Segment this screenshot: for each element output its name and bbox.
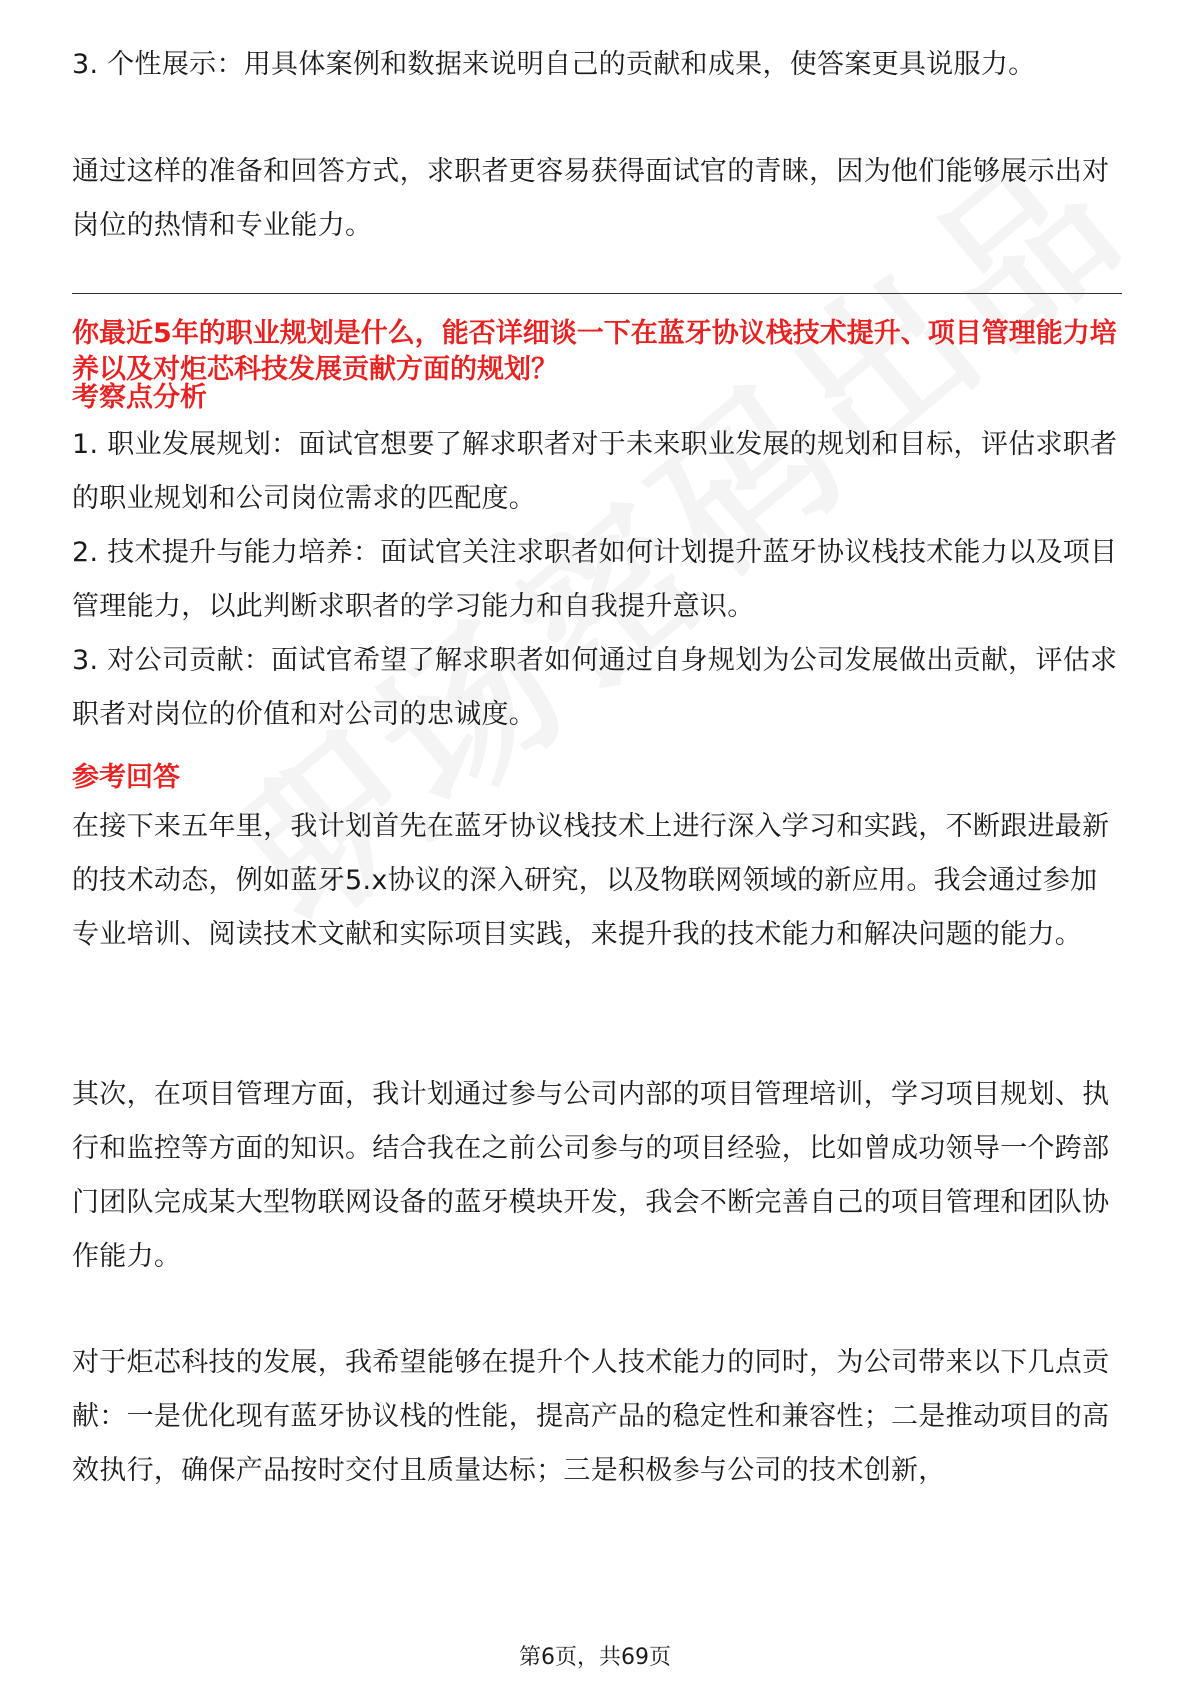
top-section bbox=[72, 38, 1122, 92]
answer-paragraph: 在接下来五年里，我计划首先在蓝牙协议栈技术上进行深入学习和实践，不断跟进最新的技术动态，例如蓝牙5.x协议的深入研究，以及物联网领域的新应用。我会通过参加专业培训、阅读技术文献和实际项目实践，来提升我的技术能力和解决问题的能力。 bbox=[72, 811, 1110, 950]
paragraph-point-3: 3. 个性展示：用具体案例和数据来说明自己的贡献和成果，使答案更具说服力。 bbox=[72, 49, 1036, 80]
answer-heading: 参考回答 bbox=[72, 762, 180, 793]
page-number: 第6页，共69页 bbox=[519, 1645, 671, 1670]
analysis-item: 3. 对公司贡献：面试官希望了解求职者如何通过自身规划为公司发展做出贡献，评估求职者对岗位的价值和对公司的忠诚度。 bbox=[72, 645, 1118, 730]
answer-paragraph-2-block bbox=[72, 1068, 1122, 1284]
analysis-item: 1. 职业发展规划：面试官想要了解求职者对于未来职业发展的规划和目标，评估求职者的职业规划和公司岗位需求的匹配度。 bbox=[72, 429, 1118, 514]
analysis-heading: 考察点分析 bbox=[72, 382, 207, 413]
answer-paragraph-3-block bbox=[72, 1336, 1122, 1498]
summary-section bbox=[72, 145, 1122, 253]
answer-paragraph: 对于炬芯科技的发展，我希望能够在提升个人技术能力的同时，为公司带来以下几点贡献：一是优化现有蓝牙协议栈的性能，提高产品的稳定性和兼容性；二是推动项目的高效执行，确保产品按时交付且质量达标；三是积极参与公司的技术创新， bbox=[72, 1347, 1110, 1486]
paragraph-summary: 通过这样的准备和回答方式，求职者更容易获得面试官的青睐，因为他们能够展示出对岗位的热情和专业能力。 bbox=[72, 156, 1110, 241]
analysis-list bbox=[72, 418, 1122, 742]
answer-paragraph-1-block bbox=[72, 800, 1122, 962]
answer-paragraph: 其次，在项目管理方面，我计划通过参与公司内部的项目管理培训，学习项目规划、执行和监控等方面的知识。结合我在之前公司参与的项目经验，比如曾成功领导一个跨部门团队完成某大型物联网设备的蓝牙模块开发，我会不断完善自己的项目管理和团队协作能力。 bbox=[72, 1079, 1110, 1272]
section-divider bbox=[72, 293, 1122, 294]
question-title: 你最近5年的职业规划是什么，能否详细谈一下在蓝牙协议栈技术提升、项目管理能力培养以及对炬芯科技发展贡献方面的规划？ bbox=[72, 318, 1117, 385]
analysis-item: 2. 技术提升与能力培养：面试官关注求职者如何计划提升蓝牙协议栈技术能力以及项目管理能力，以此判断求职者的学习能力和自我提升意识。 bbox=[72, 537, 1118, 622]
